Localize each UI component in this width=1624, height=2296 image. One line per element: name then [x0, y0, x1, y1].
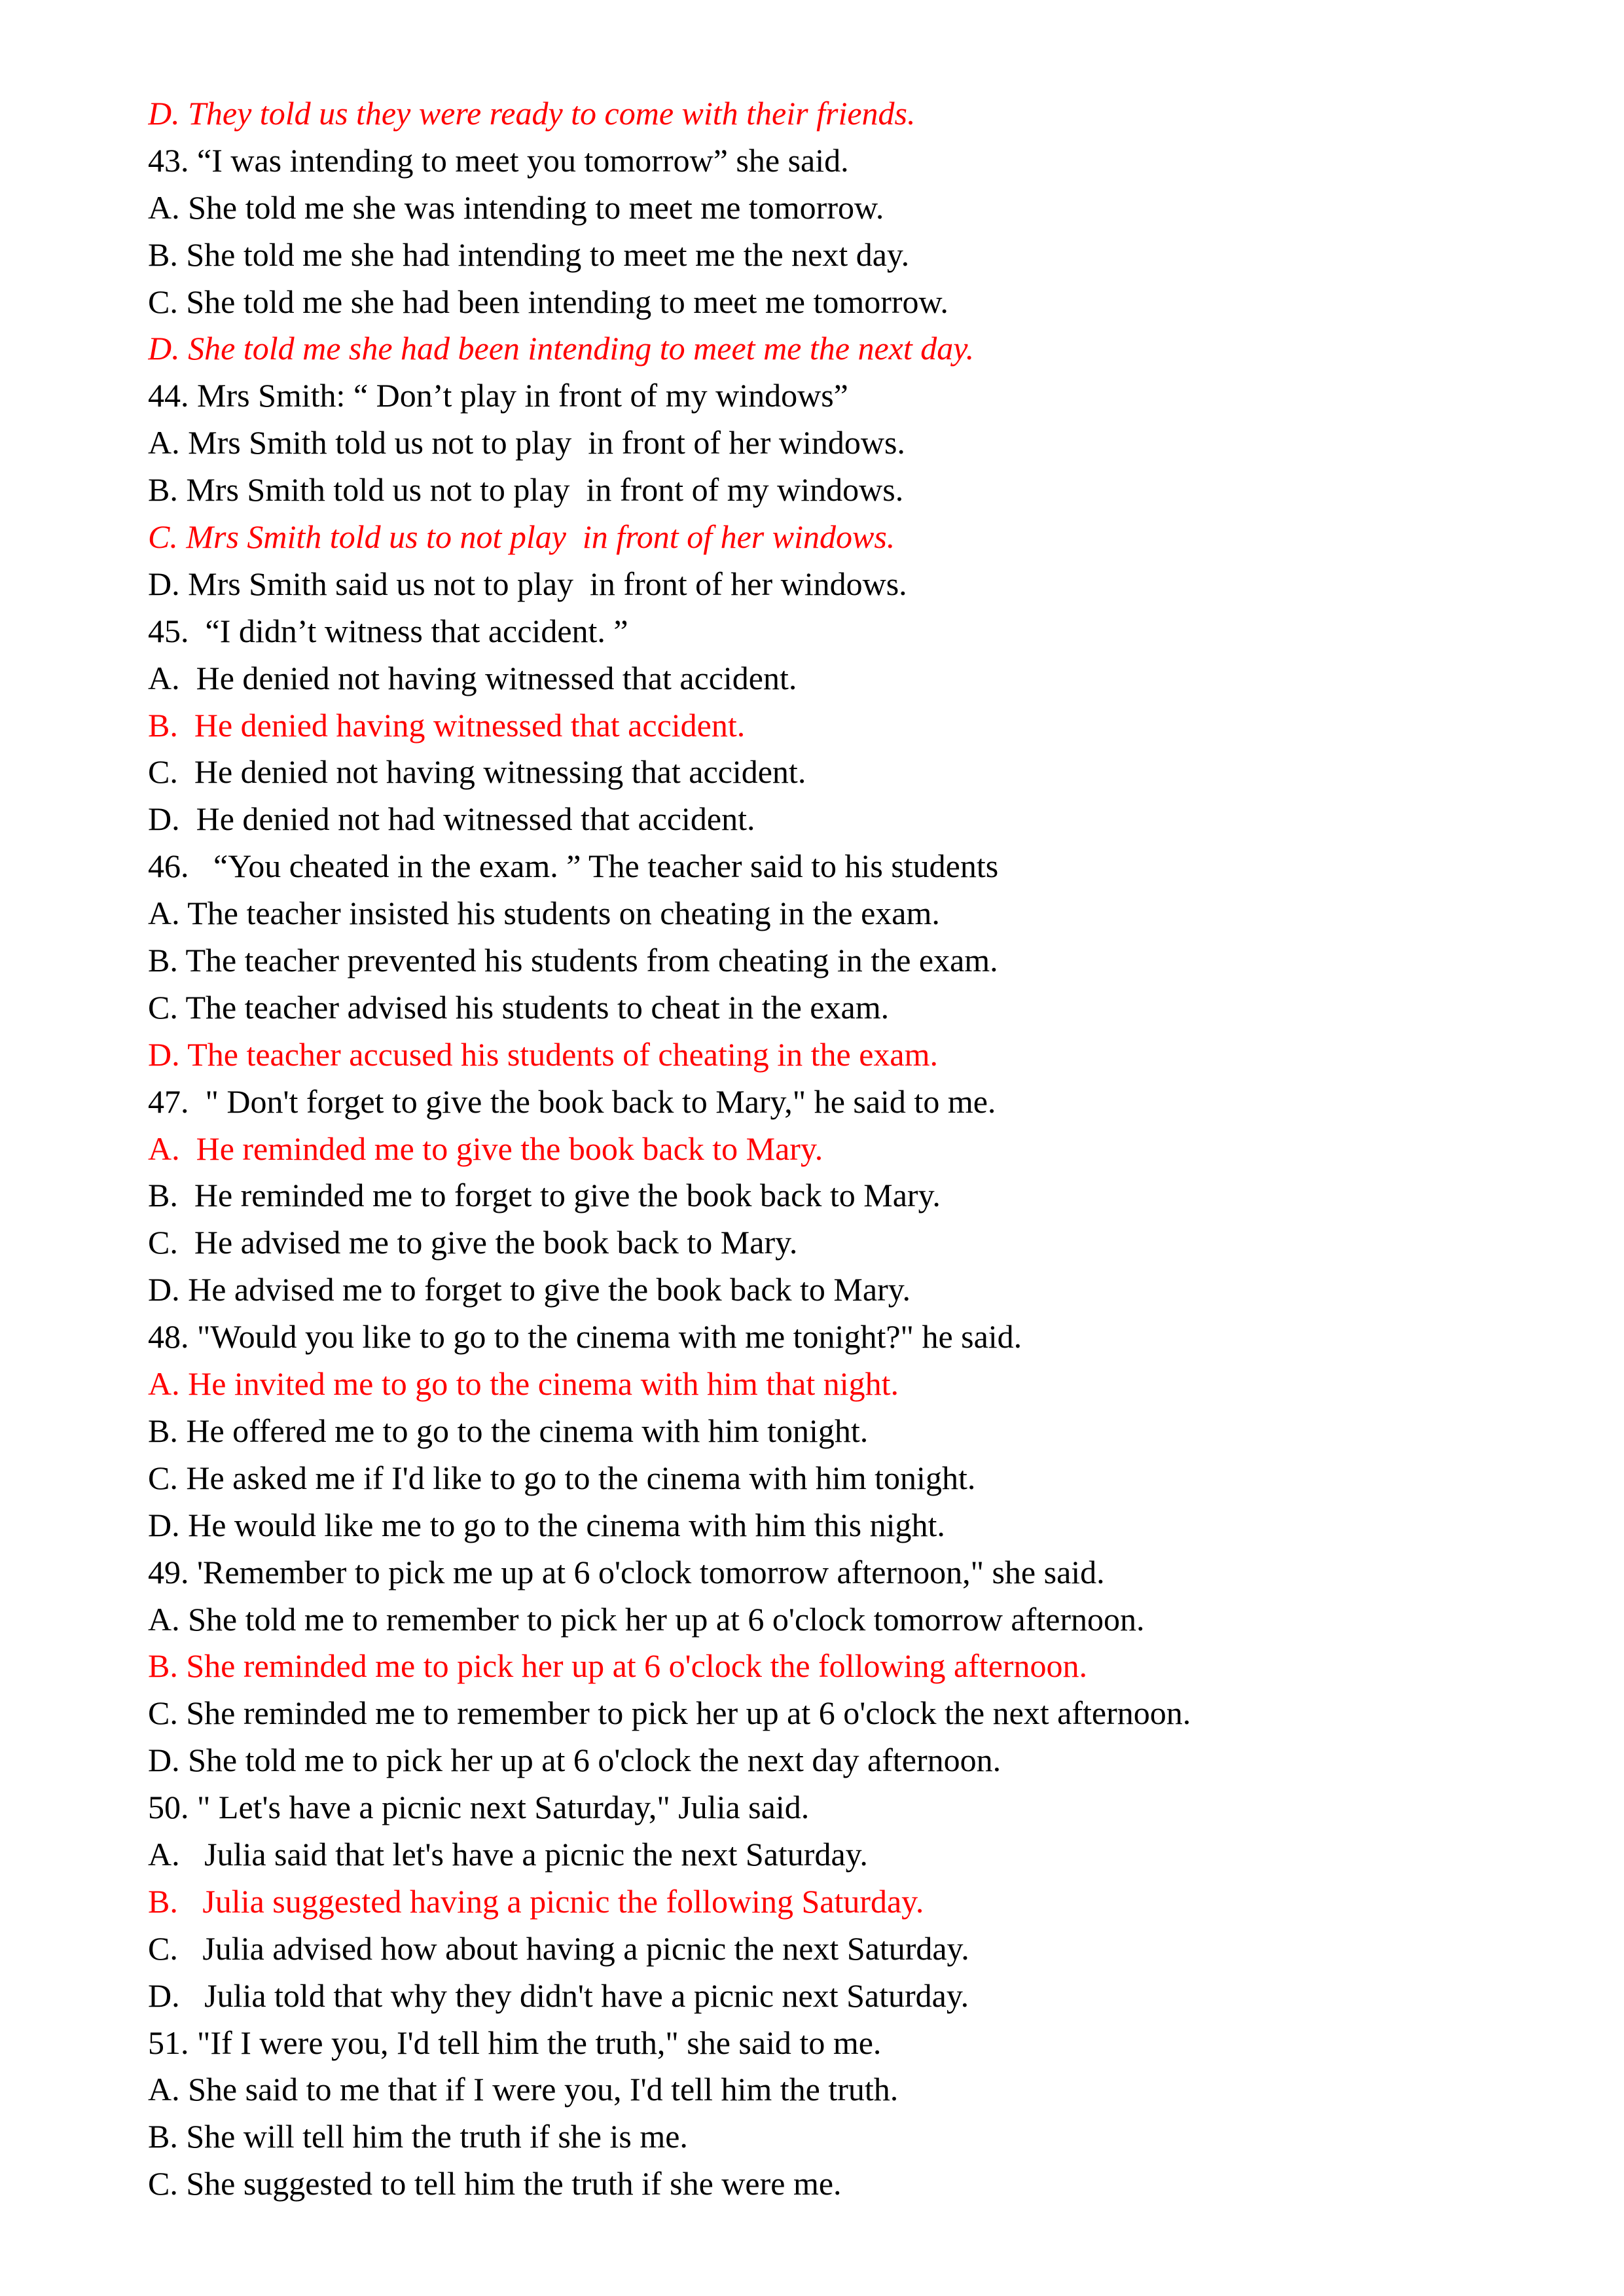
option-line: D. She told me to pick her up at 6 o'clock the next day afternoon. — [148, 1742, 1001, 1779]
option-line: B. She told me she had intending to meet me the next day. — [148, 236, 910, 273]
question-stem: 43. “I was intending to meet you tomorrow” she said. — [148, 141, 849, 179]
question-list — [148, 90, 1523, 2208]
option-line: A. He denied not having witnessed that accident. — [148, 659, 797, 696]
option-line: A. She said to me that if I were you, I'd tell him the truth. — [148, 2071, 899, 2108]
option-line: C. He advised me to give the book back to Mary. — [148, 1224, 798, 1261]
option-line: C. He denied not having witnessing that accident. — [148, 753, 806, 791]
option-line: C. She reminded me to remember to pick her up at 6 o'clock the next afternoon. — [148, 1695, 1191, 1732]
answer-option: B. Julia suggested having a picnic the following Saturday. — [148, 1882, 924, 1920]
option-line: A. Julia said that let's have a picnic the next Saturday. — [148, 1835, 868, 1873]
question-stem: 51. "If I were you, I'd tell him the truth," she said to me. — [148, 2024, 882, 2061]
answer-option: A. He reminded me to give the book back to Mary. — [148, 1130, 823, 1167]
answer-option: D. The teacher accused his students of cheating in the exam. — [148, 1035, 938, 1073]
option-line: C. The teacher advised his students to cheat in the exam. — [148, 988, 890, 1026]
question-stem: 48. "Would you like to go to the cinema with me tonight?" he said. — [148, 1318, 1022, 1355]
answer-option: B. She reminded me to pick her up at 6 o'clock the following afternoon. — [148, 1647, 1088, 1685]
answer-option: D. She told me she had been intending to meet me the next day. — [148, 330, 975, 367]
option-line: B. She will tell him the truth if she is me. — [148, 2118, 688, 2155]
question-stem: 44. Mrs Smith: “ Don’t play in front of my windows” — [148, 377, 848, 414]
option-line: C. She suggested to tell him the truth if she were me. — [148, 2165, 842, 2202]
option-line: C. Julia advised how about having a picnic the next Saturday. — [148, 1929, 969, 1967]
answer-option: A. He invited me to go to the cinema with him that night. — [148, 1365, 899, 1403]
option-line: B. He offered me to go to the cinema with him tonight. — [148, 1412, 869, 1449]
question-stem: 46. “You cheated in the exam. ” The teacher said to his students — [148, 848, 999, 885]
question-stem: 45. “I didn’t witness that accident. ” — [148, 612, 628, 649]
question-stem: 49. 'Remember to pick me up at 6 o'clock tomorrow afternoon," she said. — [148, 1553, 1105, 1590]
option-line: A. The teacher insisted his students on cheating in the exam. — [148, 895, 940, 932]
question-stem: 47. " Don't forget to give the book back to Mary," he said to me. — [148, 1083, 996, 1120]
option-line: C. He asked me if I'd like to go to the cinema with him tonight. — [148, 1459, 976, 1496]
option-line: D. Mrs Smith said us not to play in front of her windows. — [148, 565, 907, 602]
option-line: D. He advised me to forget to give the book back to Mary. — [148, 1271, 911, 1308]
option-line: B. The teacher prevented his students from cheating in the exam. — [148, 942, 998, 979]
option-line: B. He reminded me to forget to give the book back to Mary. — [148, 1177, 941, 1214]
answer-option: D. They told us they were ready to come with their friends. — [148, 95, 916, 132]
answer-option: C. Mrs Smith told us to not play in front of her windows. — [148, 518, 895, 556]
question-stem: 50. " Let's have a picnic next Saturday," Julia said. — [148, 1789, 810, 1826]
option-line: A. She told me to remember to pick her up at 6 o'clock tomorrow afternoon. — [148, 1600, 1145, 1638]
option-line: A. Mrs Smith told us not to play in front of her windows. — [148, 424, 905, 461]
answer-option: B. He denied having witnessed that accident. — [148, 706, 746, 744]
option-line: D. Julia told that why they didn't have a picnic next Saturday. — [148, 1977, 969, 2014]
option-line: B. Mrs Smith told us not to play in front of my windows. — [148, 471, 904, 509]
option-line: A. She told me she was intending to meet me tomorrow. — [148, 188, 884, 226]
option-line: D. He denied not had witnessed that accident. — [148, 800, 755, 838]
option-line: C. She told me she had been intending to meet me tomorrow. — [148, 283, 948, 320]
option-line: D. He would like me to go to the cinema with him this night. — [148, 1506, 945, 1543]
